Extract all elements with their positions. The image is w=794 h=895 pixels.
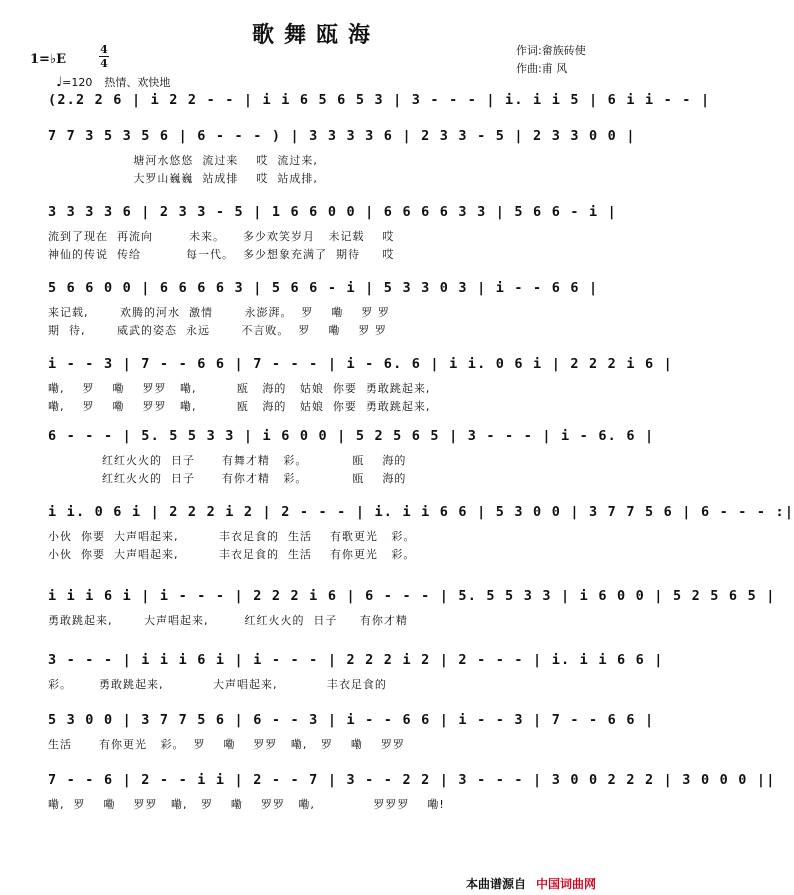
expression-marking: 热情、欢快地 — [104, 76, 171, 89]
music-line: 5 3 0 0 | 3 7 7 5 6 | 6 - - 3 | i - - 6 6 | i - - 3 | 7 - - 6 6 | — [48, 712, 655, 728]
lyric-line: 流到了现在 再流向 未来。 多少欢笑岁月 未记载 哎 — [48, 230, 395, 243]
lyric-line: 来记载, 欢腾的河水 激情 永澎湃。 罗 嘞 罗 罗 — [48, 306, 390, 319]
lyric-line: 勇敢跳起来, 大声唱起来, 红红火火的 日子 有你才精 — [48, 614, 408, 627]
music-line: 6 - - - | 5. 5 5 3 3 | i 6 0 0 | 5 2 5 6 5 | 3 - - - | i - 6. 6 | — [48, 428, 655, 444]
lyric-line: 小伙 你要 大声唱起来, 丰衣足食的 生活 有歌更光 彩。 — [48, 530, 416, 543]
key-signature: 1=♭E — [30, 52, 66, 67]
footer-site: 中国词曲网 — [536, 877, 597, 891]
lyric-line: 嘞, 罗 嘞 罗罗 嘞, 罗 嘞 罗罗 嘞, 罗罗罗 嘞! — [48, 798, 445, 811]
lyric-line: 期 待, 威武的姿态 永远 不言败。 罗 嘞 罗 罗 — [48, 324, 387, 337]
lyric-line: 红红火火的 日子 有舞才精 彩。 瓯 海的 — [48, 454, 407, 467]
lyric-line: 彩。 勇敢跳起来, 大声唱起来, 丰衣足食的 — [48, 678, 387, 691]
lyric-line: 嘞, 罗 嘞 罗罗 嘞, 瓯 海的 姑娘 你要 勇敢跳起来, — [48, 400, 431, 413]
lyric-line: 小伙 你要 大声唱起来, 丰衣足食的 生活 有你更光 彩。 — [48, 548, 416, 561]
music-line: i i i 6 i | i - - - | 2 2 2 i 6 | 6 - - - | 5. 5 5 3 3 | i 6 0 0 | 5 2 5 6 5 | — [48, 588, 776, 604]
lyricist-credit: 作词:畲族砖使 — [516, 44, 586, 57]
music-line: i i. 0 6 i | 2 2 2 i 2 | 2 - - - | i. i i 6 6 | 5 3 0 0 | 3 7 7 5 6 | 6 - - - :| — [48, 504, 794, 520]
lyric-line: 生活 有你更光 彩。 罗 嘞 罗罗 嘞, 罗 嘞 罗罗 — [48, 738, 405, 751]
meter-top: 4 — [100, 43, 108, 56]
music-line: 7 7 3 5 3 5 6 | 6 - - - ) | 3 3 3 3 6 | 2 3 3 - 5 | 2 3 3 0 0 | — [48, 128, 636, 144]
lyric-line: 大罗山巍巍 站成排 哎 站成排, — [48, 172, 318, 185]
time-signature — [99, 44, 109, 69]
composer-credit: 作曲:甫 风 — [516, 62, 568, 75]
lyric-line: 嘞, 罗 嘞 罗罗 嘞, 瓯 海的 姑娘 你要 勇敢跳起来, — [48, 382, 431, 395]
lyric-line: 神仙的传说 传给 每一代。 多少想象充满了 期待 哎 — [48, 248, 395, 261]
music-line: i - - 3 | 7 - - 6 6 | 7 - - - | i - 6. 6 | i i. 0 6 i | 2 2 2 i 6 | — [48, 356, 673, 372]
music-line: 7 - - 6 | 2 - - i i | 2 - - 7 | 3 - - 2 2 | 3 - - - | 3 0 0 2 2 2 | 3 0 0 0 || — [48, 772, 776, 788]
music-line: 5 6 6 0 0 | 6 6 6 6 3 | 5 6 6 - i | 5 3 3 0 3 | i - - 6 6 | — [48, 280, 599, 296]
footer-source: 本曲谱源自 — [466, 877, 527, 891]
lyric-line: 红红火火的 日子 有你才精 彩。 瓯 海的 — [48, 472, 407, 485]
quarter-note-icon: ♩ — [56, 75, 63, 90]
song-title: 歌舞瓯海 — [251, 22, 380, 48]
footer — [466, 875, 596, 892]
music-line: 3 3 3 3 6 | 2 3 3 - 5 | 1 6 6 0 0 | 6 6 6 6 3 3 | 5 6 6 - i | — [48, 204, 617, 220]
lyric-line: 塘河水悠悠 流过来 哎 流过来, — [48, 154, 318, 167]
tempo-bpm: =120 — [62, 76, 93, 89]
meter-bottom: 4 — [100, 57, 108, 70]
music-line: (2.2 2 6 | i 2 2 - - | i i 6 5 6 5 3 | 3 - - - | i. i i 5 | 6 i i - - | — [48, 92, 711, 108]
credits — [516, 42, 586, 78]
music-line: 3 - - - | i i i 6 i | i - - - | 2 2 2 i 2 | 2 - - - | i. i i 6 6 | — [48, 652, 664, 668]
